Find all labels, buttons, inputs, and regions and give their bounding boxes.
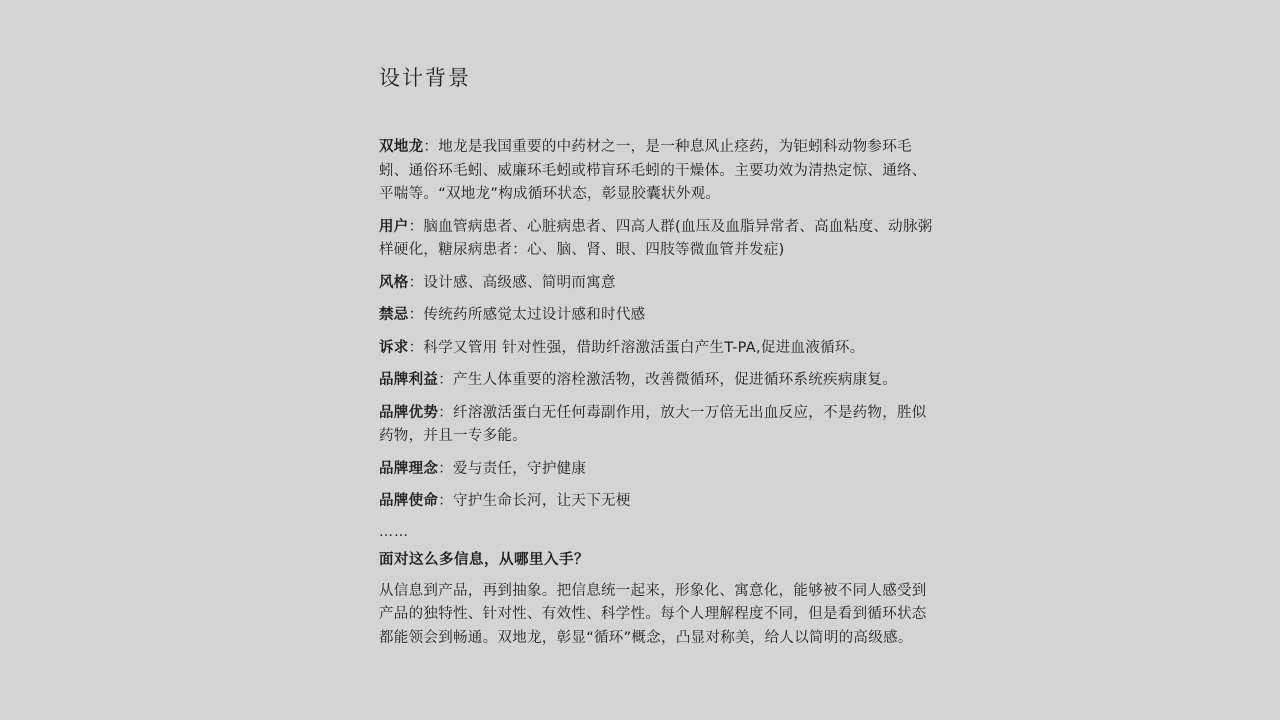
item-label: 诉求 <box>379 339 409 356</box>
item-brand-mission <box>379 490 939 514</box>
item-text: 脑血管病患者、心脏病患者、四高人群(血压及血脂异常者、高血粘度、动脉粥样硬化，糖尿病患者：心、脑、肾、眼、四肢等微血管并发症) <box>379 218 933 258</box>
item-separator: ： <box>438 404 454 421</box>
design-background-section <box>379 62 939 650</box>
item-separator: ： <box>408 307 424 323</box>
item-text: 科学又管用 针对性强，借助纤溶激活蛋白产生T-PA,促进血液循环。 <box>423 339 865 356</box>
item-brand-advantage <box>379 402 939 449</box>
item-label: 风格 <box>379 274 409 291</box>
item-text: 地龙是我国重要的中药材之一，是一种息风止痉药，为钜蚓科动物参环毛蚓、通俗环毛蚓、威廉环毛蚓或栉盲环毛蚓的干燥体。主要功效为清热定惊、通络、平喘等。“双地龙”构成循环状态，彰显胶囊状外观。 <box>379 139 927 202</box>
item-label: 品牌使命 <box>379 493 439 509</box>
item-separator: ： <box>438 372 454 388</box>
item-text: 纤溶激活蛋白无任何毒副作用，放大一万倍无出血反应，不是药物，胜似药物，并且一专多能。 <box>379 404 927 444</box>
question-heading: 面对这么多信息，从哪里入手？ <box>379 551 589 568</box>
page-title: 设计背景 <box>379 66 471 90</box>
item-label: 用户 <box>379 218 409 235</box>
item-label: 品牌优势 <box>379 404 439 421</box>
item-separator: ： <box>438 493 454 509</box>
item-users <box>379 216 939 263</box>
item-separator: ： <box>423 139 439 155</box>
item-separator: ： <box>438 460 454 477</box>
item-text: 设计感、高级感、简明而寓意 <box>423 274 616 291</box>
item-brand-benefit <box>379 369 939 393</box>
item-separator: ： <box>408 218 424 235</box>
item-text: 产生人体重要的溶栓激活物，改善微循环，促进循环系统疾病康复。 <box>453 372 898 388</box>
item-separator: ： <box>408 339 424 356</box>
ellipsis: …… <box>379 523 409 540</box>
item-text: 爱与责任，守护健康 <box>453 460 587 477</box>
item-text: 传统药所感觉太过设计感和时代感 <box>423 307 646 323</box>
item-appeal <box>379 337 939 361</box>
item-label: 双地龙 <box>379 139 424 155</box>
conclusion-paragraph: 从信息到产品，再到抽象。把信息统一起来，形象化、寓意化，能够被不同人感受到产品的独特性、针对性、有效性、科学性。每个人理解程度不同，但是看到循环状态都能领会到畅通。双地龙，彰显“循环”概念，凸显对称美，给人以简明的高级感。 <box>379 582 927 646</box>
item-shuangdilong <box>379 136 939 207</box>
item-text: 守护生命长河，让天下无梗 <box>453 493 631 509</box>
item-taboo <box>379 304 939 328</box>
item-style <box>379 272 939 296</box>
item-label: 品牌理念 <box>379 460 439 477</box>
item-separator: ： <box>408 274 424 291</box>
item-brand-philosophy <box>379 458 939 482</box>
item-label: 禁忌 <box>379 307 409 323</box>
item-label: 品牌利益 <box>379 372 439 388</box>
